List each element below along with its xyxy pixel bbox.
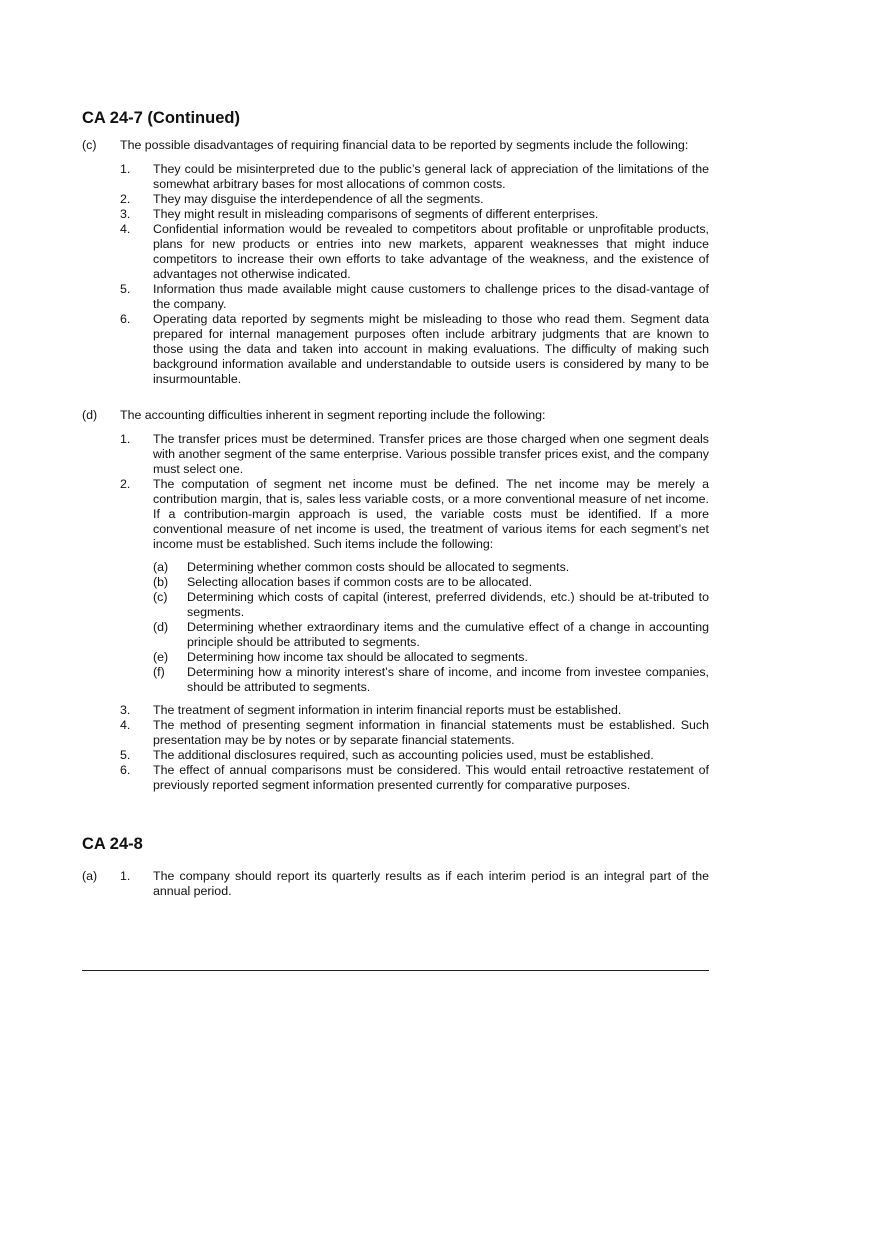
part-d-intro: The accounting difficulties inherent in segment reporting include the following:: [120, 408, 546, 422]
part-c-intro: The possible disadvantages of requiring financial data to be reported by segments include the following:: [120, 138, 689, 152]
list-item: 4. Confidential information would be revealed to competitors about profitable or unprofitable products, plans for new products or entries into new markets, apparent weaknesses that might induce competitors to increase their own efforts to take advantage of the weakness, and the existence of advantages not otherwise indicated.: [120, 222, 709, 281]
section-heading-ca-24-7: CA 24-7 (Continued): [82, 109, 240, 127]
sub-list-item: (e) Determining how income tax should be allocated to segments.: [153, 650, 528, 664]
part-d-label: (d): [82, 408, 98, 422]
sub-list-item: (c) Determining which costs of capital (interest, preferred dividends, etc.) should be at-tributed to segments.: [153, 590, 709, 619]
part-d-list: [120, 432, 709, 793]
part-a-label: (a): [82, 869, 98, 883]
part-c: [82, 138, 709, 387]
footer-divider: [82, 970, 709, 971]
sub-list-item: (f) Determining how a minority interest’s share of income, and income from investee companies, should be attributed to segments.: [153, 665, 709, 694]
list-item: 3. The treatment of segment information in interim financial reports must be established.: [120, 703, 622, 717]
list-item: 1. The company should report its quarterly results as if each interim period is an integral part of the annual period.: [120, 869, 709, 898]
sub-list: [153, 560, 709, 695]
sub-list-item: (a) Determining whether common costs should be allocated to segments.: [153, 560, 570, 574]
list-item: 2. They may disguise the interdependence of all the segments.: [120, 192, 484, 206]
list-item: 3. They might result in misleading comparisons of segments of different enterprises.: [120, 207, 599, 221]
list-item: 6. Operating data reported by segments might be misleading to those who read them. Segment data prepared for internal management purposes often include arbitrary judgments that are known to those using the data and taken into account in making evaluations. The difficulty of making such background information available and understandable to outside users is considered by many to be insurmountable.: [120, 312, 709, 386]
list-item: 4. The method of presenting segment information in financial statements must be established. Such presentation may be by notes or by separate financial statements.: [120, 718, 709, 747]
part-d: [82, 408, 709, 793]
list-item: 6. The effect of annual comparisons must be considered. This would entail retroactive restatement of previously reported segment information presented currently for comparative purposes.: [120, 763, 709, 792]
sub-list-item: (b) Selecting allocation bases if common costs are to be allocated.: [153, 575, 533, 589]
list-item: 5. Information thus made available might cause customers to challenge prices to the disad-vantage of the company.: [120, 282, 709, 311]
sub-list-item: (d) Determining whether extraordinary items and the cumulative effect of a change in accounting principle should be attributed to segments.: [153, 620, 709, 649]
list-item: 1. They could be misinterpreted due to the public’s general lack of appreciation of the limitations of the somewhat arbitrary bases for most allocations of common costs.: [120, 162, 709, 191]
list-item: 5. The additional disclosures required, such as accounting policies used, must be established.: [120, 748, 654, 762]
section-heading-ca-24-8: CA 24-8: [82, 835, 143, 853]
part-c-label: (c): [82, 138, 97, 152]
ca-24-8-part-a: [82, 869, 709, 899]
list-item: 1. The transfer prices must be determined. Transfer prices are those charged when one segment deals with another segment of the same enterprise. Various possible transfer prices exist, and the company must select one.: [120, 432, 709, 476]
list-item: 2. The computation of segment net income must be defined. The net income may be merely a contribution margin, that is, sales less variable costs, or a more conventional measure of net income. If a contribution-margin approach is used, the variable costs must be identified. If a more conventional measure of net income is used, the treatment of various items for each segment’s net income must be established. Such items include the following: (a) Determining whether common costs should be allocated to segments. (b) Selecting allocation bases if common costs are to be allocated. (c) Determining which costs of capital (interest, preferred dividends, etc.) should be at-tributed to segments. (d) Determining whether extraordinary items and the cumulative effect of a change in accounting principle should be attributed to segments. (e) Determining how income tax should be allocated to segments. (f) Determining how a minority interest’s share of income, and income from investee companies, should be attributed to segments.: [120, 477, 709, 694]
part-c-list: [120, 162, 709, 387]
